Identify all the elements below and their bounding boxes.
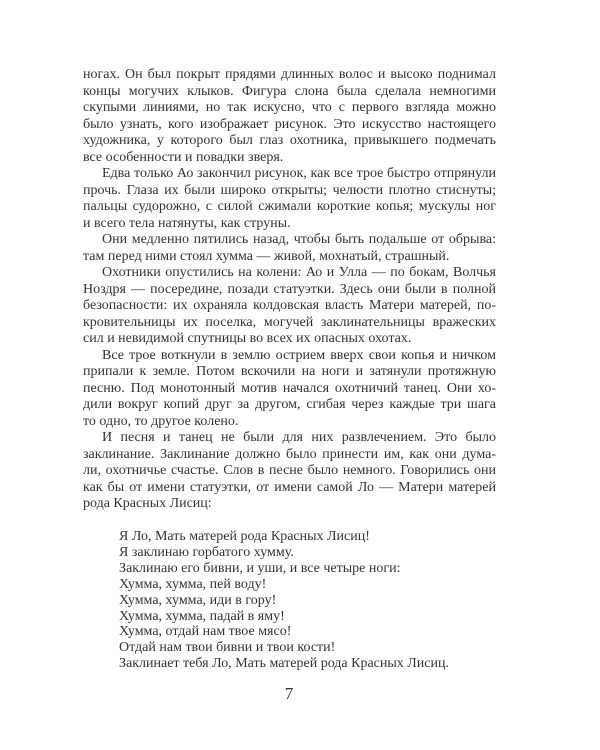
text-line: безопасности: их охраняла колдовская власть Матери матерей, по- (83, 298, 496, 313)
text-line: кровительницы их поселка, могучей заклинательницы вражеских (83, 314, 496, 330)
paragraph (83, 67, 496, 166)
text-line: заклинание. Заклинание должно было принести им, как они дума- (83, 446, 496, 462)
text-line: припали к земле. Потом вскочили на ноги и затянули протяжную (83, 364, 496, 379)
paragraph (83, 265, 496, 348)
text-line: Ноздря — посередине, позади статуэтки. Здесь они были в полной (83, 281, 496, 297)
page-number: 7 (284, 684, 294, 703)
text-line: скупыми линиями, но так искусно, что с первого взгляда можно (83, 100, 496, 115)
text-line: художника, у которого был глаз охотника, привыкшего подмечать (83, 133, 496, 148)
verse-line: Хумма, отдай нам твое мясо! (119, 624, 292, 640)
text-line: то одно, то другое колено. (83, 413, 239, 429)
text-line: Все трое воткнули в землю острием вверх свои копья и ничком (102, 347, 496, 363)
verse-line: Хумма, хумма, падай в яму! (119, 608, 285, 624)
text-line: там перед ними стоял хумма — живой, мохнатый, страшный. (83, 248, 450, 264)
text-line: было узнать, кого изображает рисунок. Это искусство настоящего (83, 116, 496, 132)
text-line: все особенности и повадки зверя. (83, 149, 284, 165)
text-line: песню. Под монотонный мотив начался охотничий танец. Они хо- (83, 380, 496, 396)
paragraph (83, 348, 496, 431)
text-line: концы могучих клыков. Фигура слона была сделала немногими (83, 83, 496, 99)
text-line: ли, охотничье счастье. Слов в песне было немного. Говорились они (83, 463, 496, 478)
paragraph (83, 430, 496, 513)
verse-line: Заклинает тебя Ло, Мать матерей рода Красных Лисиц. (119, 656, 449, 672)
text-line: дили вокруг копий друг за другом, сгибая через каждые три шага (83, 397, 496, 412)
text-line: И песня и танец не были для них развлечением. Это было (102, 430, 496, 445)
text-line: ногах. Он был покрыт прядями длинных волос и высоко поднимал (83, 67, 496, 82)
text-line: прочь. Глаза их были широко открыты; челюсти плотно стиснуты; (83, 182, 496, 198)
verse-line: Отдай нам твои бивни и твои кости! (119, 640, 336, 656)
incantation-verse (119, 529, 449, 672)
verse-line: Хумма, хумма, пей воду! (119, 576, 267, 592)
verse-line: Хумма, хумма, иди в гору! (119, 592, 277, 608)
text-line: Они медленно пятились назад, чтобы быть подальше от обрыва: (102, 232, 496, 247)
paragraph (83, 232, 496, 265)
text-line: рода Красных Лисиц: (83, 496, 212, 511)
text-line: как бы от имени статуэтки, от имени самой Ло — Матери матерей (83, 479, 496, 495)
paragraph (83, 166, 496, 232)
text-line: Охотники опустились на колени: Ао и Улла — по бокам, Волчья (102, 265, 496, 280)
verse-line: Я Ло, Мать матерей рода Красных Лисиц! (119, 529, 370, 544)
verse-line: Я заклинаю горбатого хумму. (119, 544, 294, 560)
verse-line: Заклинаю его бивни, и уши, и все четыре ноги: (119, 560, 401, 576)
body-text (83, 67, 496, 513)
text-line: сил и невидимой спутницы во всех их опасных охотах. (83, 331, 412, 346)
text-line: и всего тела натянуты, как струны. (83, 215, 291, 231)
text-line: пальцы судорожно, с силой сжимали короткие копья; мускулы ног (83, 199, 496, 214)
text-line: Едва только Ао закончил рисунок, как все трое быстро отпрянули (102, 166, 496, 181)
